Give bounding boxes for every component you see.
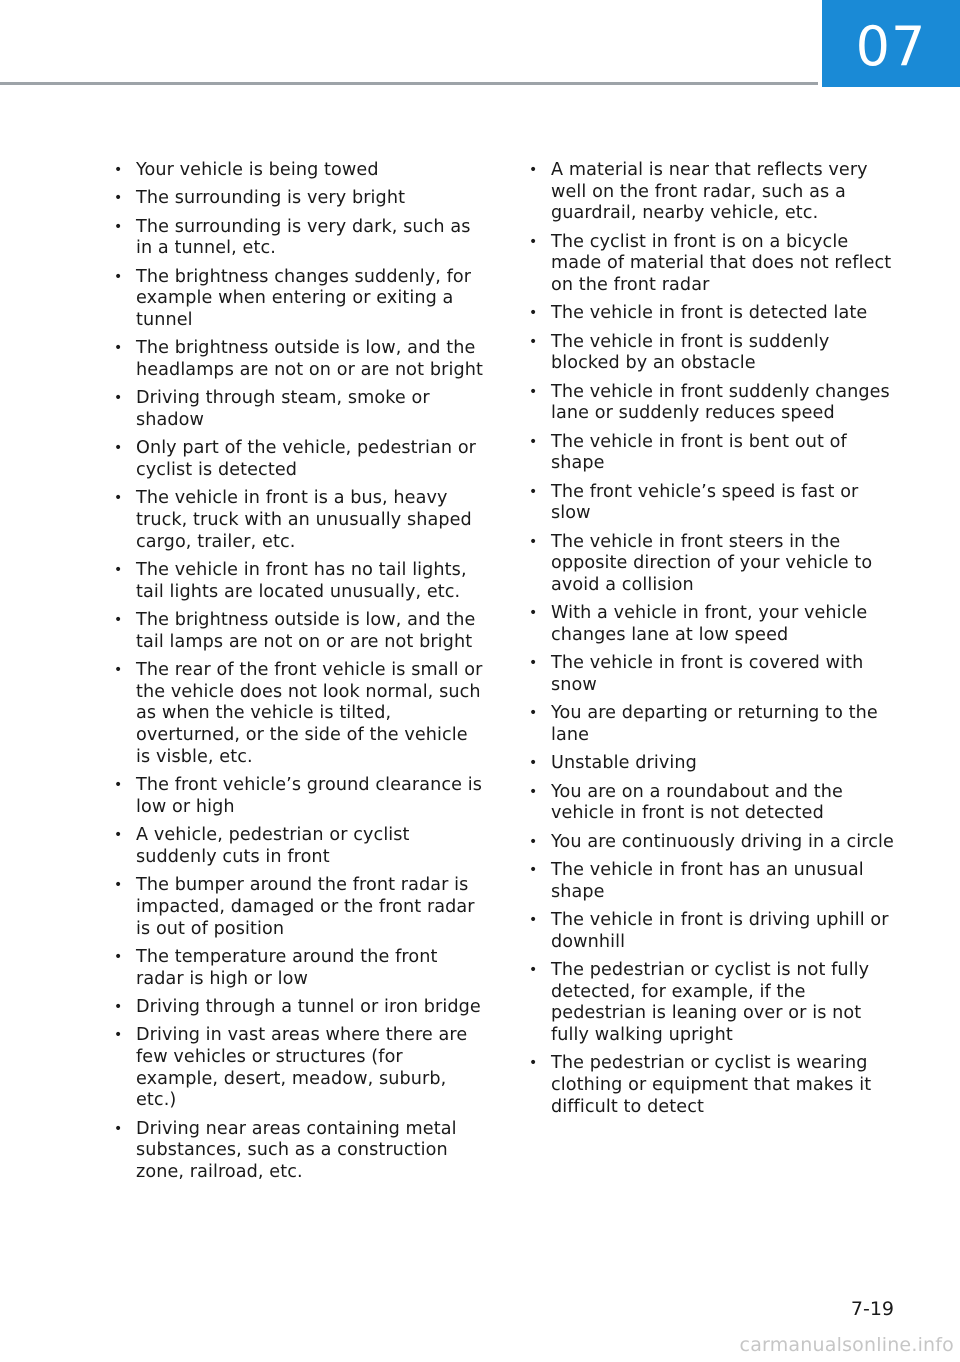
bullet-icon: • — [529, 483, 538, 500]
list-item — [528, 1053, 898, 1118]
list-item — [113, 997, 483, 1019]
list-item-text: The rear of the front vehicle is small or the vehicle does not look normal, such as when the vehicle is tilted, overturned, or the side of the vehicle is visble, etc. — [136, 660, 483, 767]
list-item — [113, 560, 483, 603]
list-item-text: The pedestrian or cyclist is not fully detected, for example, if the pedestrian is leaning over or is not fully walking upright — [551, 960, 870, 1046]
list-item-text: The vehicle in front is bent out of shape — [551, 431, 847, 474]
bullet-icon: • — [529, 912, 538, 928]
list-item-text: The brightness changes suddenly, for example when entering or exiting a tunnel — [136, 266, 472, 330]
list-item — [528, 960, 898, 1047]
bullet-icon: • — [114, 490, 123, 507]
bullet-icon: • — [114, 218, 123, 235]
list-item-text: A vehicle, pedestrian or cyclist suddenly cuts in front — [136, 825, 410, 867]
bullet-icon: • — [529, 1055, 538, 1072]
bullet-icon: • — [114, 948, 123, 965]
bullet-icon: • — [529, 305, 538, 322]
list-item — [113, 488, 483, 553]
left-bullet-list — [113, 160, 483, 1184]
list-item-text: Your vehicle is being towed — [136, 160, 379, 180]
bullet-icon: • — [114, 827, 123, 844]
list-item — [113, 188, 483, 210]
list-item-text: The vehicle in front is detected late — [551, 303, 868, 324]
bullet-icon: • — [114, 1120, 123, 1137]
list-item — [113, 1119, 483, 1184]
list-item-text: Only part of the vehicle, pedestrian or cyclist is detected — [136, 438, 477, 480]
list-item — [113, 1025, 483, 1112]
list-item-text: You are on a roundabout and the vehicle in front is not detected — [551, 781, 843, 824]
list-item — [113, 825, 483, 868]
list-item — [528, 703, 898, 746]
list-item — [113, 610, 483, 653]
list-item — [528, 603, 898, 646]
bullet-icon: • — [114, 998, 123, 1015]
list-item — [528, 653, 898, 696]
list-item-text: The vehicle in front is a bus, heavy truck, truck with an unusually shaped cargo, trailer, etc. — [136, 488, 472, 552]
list-item — [113, 388, 483, 431]
list-item — [113, 660, 483, 769]
bullet-icon: • — [529, 233, 538, 250]
chapter-number: 07 — [822, 0, 960, 87]
list-item-text: The pedestrian or cyclist is wearing clothing or equipment that makes it difficult to detect — [551, 1053, 872, 1117]
bullet-icon: • — [114, 562, 123, 578]
bullet-icon: • — [529, 433, 538, 450]
bullet-icon: • — [114, 777, 123, 794]
bullet-icon: • — [529, 833, 538, 850]
list-item-text: The vehicle in front has an unusual shape — [551, 860, 864, 902]
list-item-text: The vehicle in front has no tail lights, tail lights are located unusually, etc. — [136, 560, 467, 602]
list-item-text: The front vehicle’s speed is fast or slow — [551, 481, 859, 524]
list-item-text: Driving near areas containing metal substances, such as a construction zone, railroad, etc. — [136, 1118, 457, 1182]
bullet-icon: • — [529, 383, 538, 400]
list-item-text: The vehicle in front is covered with snow — [551, 653, 864, 696]
bullet-icon: • — [114, 190, 123, 207]
bullet-icon: • — [529, 655, 538, 672]
bullet-icon: • — [529, 783, 538, 800]
watermark: carmanualsonline.info — [739, 1334, 954, 1356]
right-bullet-list — [528, 160, 898, 1119]
bullet-icon: • — [529, 962, 538, 978]
list-item — [528, 382, 898, 425]
list-item — [113, 267, 483, 332]
list-item — [528, 753, 898, 775]
bullet-icon: • — [529, 333, 538, 350]
list-item — [528, 782, 898, 825]
list-item-text: The vehicle in front is driving uphill or downhill — [551, 910, 889, 952]
list-item-text: You are continuously driving in a circle — [551, 831, 894, 852]
list-item — [113, 217, 483, 260]
list-item-text: The surrounding is very dark, such as in a tunnel, etc. — [136, 216, 471, 259]
page-number: 7-19 — [850, 1298, 894, 1320]
list-item-text: Unstable driving — [551, 753, 697, 774]
bullet-icon: • — [114, 162, 123, 178]
header-rule — [0, 82, 818, 85]
list-item — [528, 160, 898, 225]
list-item-text: The brightness outside is low, and the headlamps are not on or are not bright — [136, 338, 483, 380]
list-item — [528, 432, 898, 475]
list-item-text: The vehicle in front is suddenly blocked by an obstacle — [551, 331, 830, 374]
list-item-text: Driving through steam, smoke or shadow — [136, 388, 430, 430]
list-item-text: You are departing or returning to the lane — [551, 703, 878, 746]
list-item-text: The front vehicle’s ground clearance is low or high — [136, 775, 482, 817]
list-item-text: The bumper around the front radar is impacted, damaged or the front radar is out of position — [136, 875, 475, 939]
list-item-text: The brightness outside is low, and the tail lamps are not on or are not bright — [136, 610, 476, 652]
list-item-text: A material is near that reflects very well on the front radar, such as a guardrail, nearby vehicle, etc. — [551, 160, 868, 224]
list-item-text: The vehicle in front steers in the opposite direction of your vehicle to avoid a collision — [551, 531, 873, 596]
list-item-text: The vehicle in front suddenly changes lane or suddenly reduces speed — [551, 381, 890, 424]
bullet-icon: • — [529, 862, 538, 878]
bullet-icon: • — [114, 662, 123, 678]
bullet-icon: • — [114, 1027, 123, 1044]
list-item-text: Driving in vast areas where there are few vehicles or structures (for example, desert, meadow, suburb, etc.) — [136, 1025, 468, 1111]
list-item — [528, 532, 898, 597]
bullet-icon: • — [529, 533, 538, 550]
bullet-icon: • — [529, 605, 538, 622]
bullet-icon: • — [529, 162, 538, 178]
list-item — [113, 947, 483, 990]
list-item-text: The surrounding is very bright — [136, 188, 406, 209]
bullet-icon: • — [114, 268, 123, 285]
list-item — [528, 910, 898, 953]
list-item — [528, 832, 898, 854]
list-item — [528, 232, 898, 297]
list-item — [528, 860, 898, 903]
list-item — [528, 482, 898, 525]
bullet-icon: • — [529, 705, 538, 722]
list-item — [113, 338, 483, 381]
right-column — [528, 160, 898, 1125]
bullet-icon: • — [114, 877, 123, 894]
list-item — [113, 775, 483, 818]
bullet-icon: • — [114, 612, 123, 628]
list-item — [528, 303, 898, 325]
left-column — [113, 160, 483, 1190]
list-item-text: With a vehicle in front, your vehicle changes lane at low speed — [551, 603, 868, 646]
bullet-icon: • — [114, 390, 123, 407]
list-item-text: The cyclist in front is on a bicycle made of material that does not reflect on the front radar — [551, 231, 892, 296]
list-item — [528, 332, 898, 375]
list-item-text: The temperature around the front radar is high or low — [136, 946, 438, 989]
list-item — [113, 875, 483, 940]
list-item — [113, 160, 483, 182]
bullet-icon: • — [529, 755, 538, 772]
list-item — [113, 438, 483, 481]
bullet-icon: • — [114, 440, 123, 457]
list-item-text: Driving through a tunnel or iron bridge — [136, 996, 481, 1017]
bullet-icon: • — [114, 340, 123, 357]
